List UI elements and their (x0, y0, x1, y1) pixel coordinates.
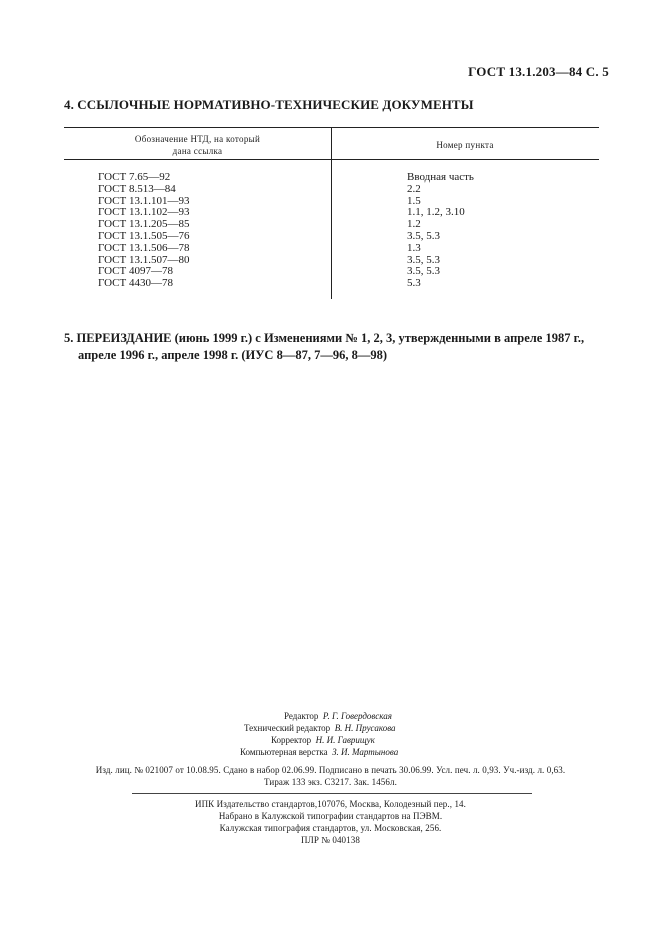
table-cell-item: 3.5, 5.3 (407, 230, 440, 242)
table-cell-item: 2.2 (407, 183, 421, 195)
section-5-reissue (64, 330, 609, 364)
table-cell-document: ГОСТ 8.513—84 (98, 183, 176, 195)
table-cell-document: ГОСТ 13.1.505—76 (98, 230, 190, 242)
section-5-line-2: апреле 1996 г., апреле 1998 г. (ИУС 8—87, 7—96, 8—98) (78, 348, 387, 362)
page-header: ГОСТ 13.1.203—84 С. 5 (468, 64, 609, 79)
credit-tech-editor: Технический редактор В. Н. Прусакова (244, 723, 396, 733)
credit-corrector: Корректор Н. И. Гаврищук (271, 735, 375, 745)
publisher-line-4: ПЛР № 040138 (301, 835, 360, 845)
table-cell-document: ГОСТ 13.1.205—85 (98, 218, 190, 230)
publisher-line-3: Калужская типография стандартов, ул. Московская, 256. (219, 823, 442, 833)
table-cell-item: 5.3 (407, 277, 421, 289)
imprint-divider (132, 793, 532, 794)
publisher-line-2: Набрано в Калужской типографии стандартов на ПЭВМ. (218, 811, 443, 821)
imprint-line-2: Тираж 133 экз. С3217. Зак. 1456л. (264, 777, 397, 787)
column-header-item: Номер пункта (436, 140, 494, 150)
section-4-title: 4. ССЫЛОЧНЫЕ НОРМАТИВНО-ТЕХНИЧЕСКИЕ ДОКУМЕНТЫ (64, 97, 474, 112)
table-cell-item: 3.5, 5.3 (407, 265, 440, 277)
table-cell-document: ГОСТ 4430—78 (98, 277, 173, 289)
table-cell-document: ГОСТ 4097—78 (98, 265, 173, 277)
table-cell-document: ГОСТ 7.65—92 (98, 171, 171, 183)
table-cell-document: ГОСТ 13.1.506—78 (98, 242, 190, 254)
table-cell-document: ГОСТ 13.1.102—93 (98, 206, 190, 218)
table-cell-item: 1.2 (407, 218, 421, 230)
section-5-line-1: 5. ПЕРЕИЗДАНИЕ (июнь 1999 г.) с Изменениями № 1, 2, 3, утвержденными в апреле 1987 г., (64, 331, 585, 345)
table-cell-item: 1.1, 1.2, 3.10 (407, 206, 465, 218)
table-cell-item: 3.5, 5.3 (407, 254, 440, 266)
publisher-line-1: ИПК Издательство стандартов,107076, Москва, Колодезный пер., 14. (194, 799, 467, 809)
credit-editor: Редактор Р. Г. Говердовская (284, 711, 392, 721)
imprint-line-1: Изд. лиц. № 021007 от 10.08.95. Сдано в набор 02.06.99. Подписано в печать 30.06.99. Усл. печ. л. 0,93. Уч.-изд. л. 0,63. (95, 765, 566, 775)
table-cell-item: 1.3 (407, 242, 421, 254)
credit-layout: Компьютерная верстка З. И. Мартынова (240, 747, 399, 757)
table-column-divider (331, 127, 332, 299)
table-cell-document: ГОСТ 13.1.101—93 (98, 195, 190, 207)
column-header-document: Обозначение НТД, на который дана ссылка (134, 134, 261, 156)
table-cell-item: 1.5 (407, 195, 421, 207)
table-cell-item: Вводная часть (407, 171, 474, 183)
table-cell-document: ГОСТ 13.1.507—80 (98, 254, 190, 266)
